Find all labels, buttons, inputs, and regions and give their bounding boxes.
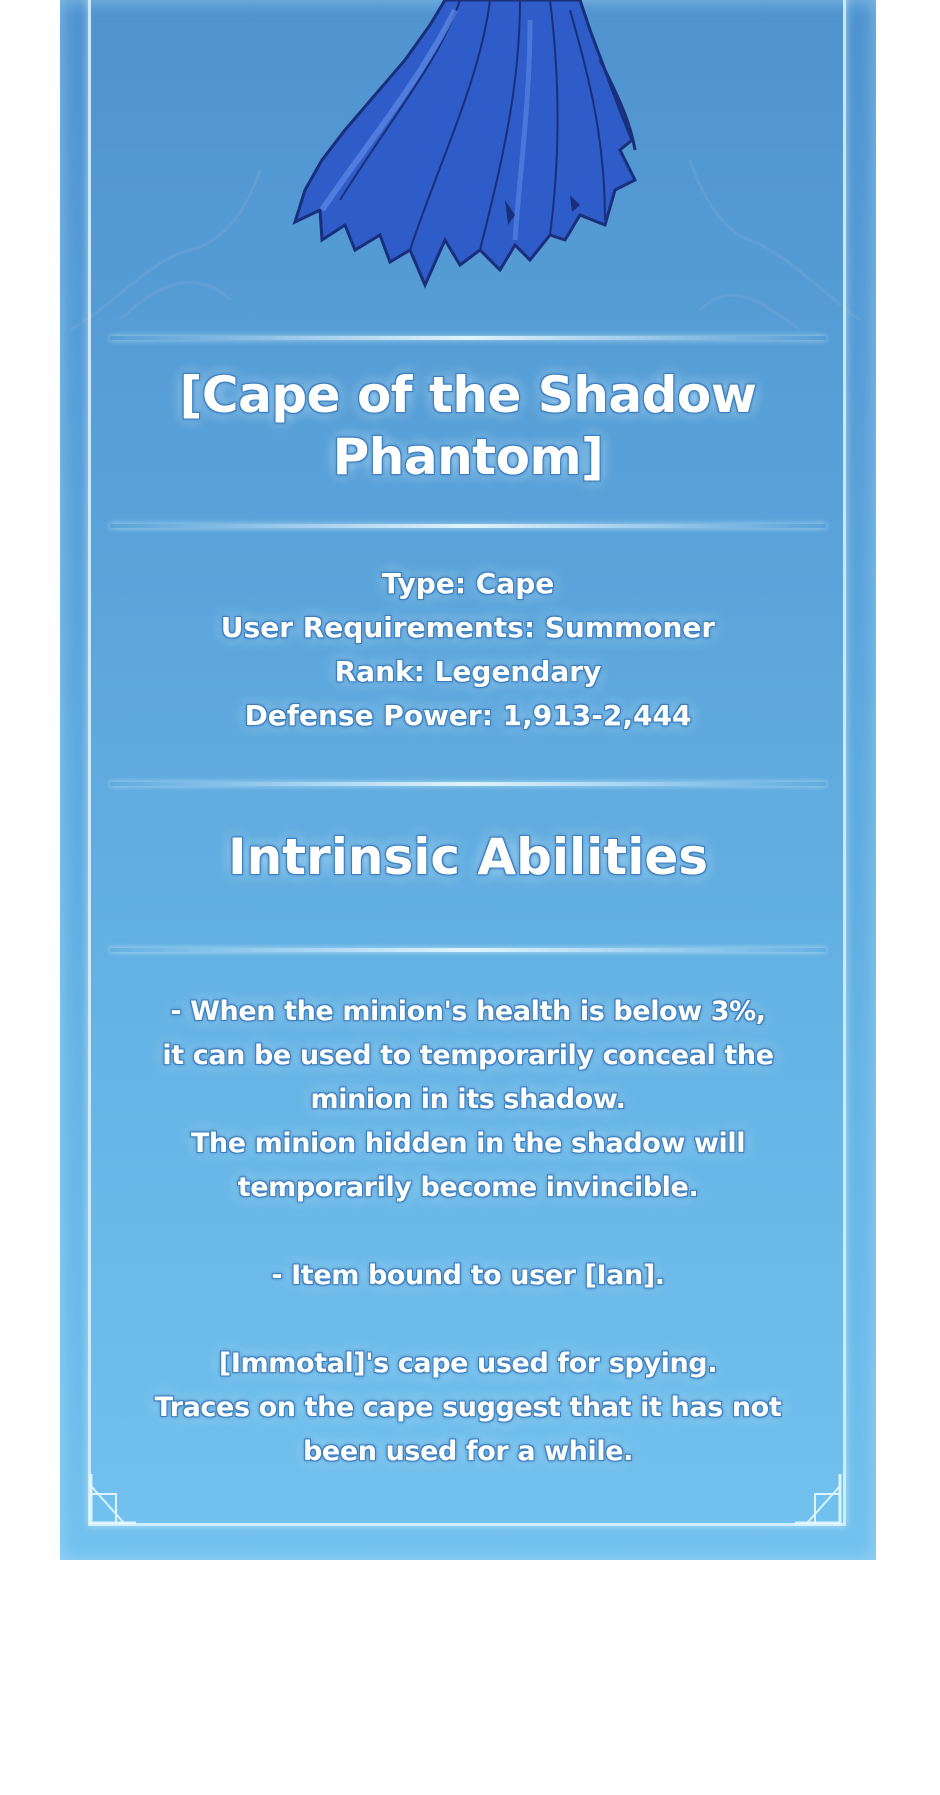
bound-line: - Item bound to user [Ian]. (271, 1260, 665, 1291)
divider (110, 336, 826, 340)
corner-ornament-icon (795, 1474, 843, 1526)
ability-line: it can be used to temporarily conceal the (162, 1040, 774, 1071)
lore-line: [Immotal]'s cape used for spying. (218, 1348, 718, 1379)
lore-line: Traces on the cape suggest that it has not (154, 1392, 782, 1423)
item-rank: Rank: Legendary (334, 655, 602, 688)
item-info-panel (60, 0, 876, 1560)
abilities-heading: Intrinsic Abilities (227, 828, 709, 886)
ability-line: - When the minion's health is below 3%, (170, 996, 766, 1027)
abilities-description (150, 990, 786, 1474)
divider (110, 948, 826, 952)
item-type: Type: Cape (381, 567, 555, 600)
lore-line: been used for a while. (303, 1436, 633, 1467)
item-title (120, 364, 816, 488)
item-title-line: [Cape of the Shadow (179, 366, 757, 424)
item-stats (120, 562, 816, 738)
corner-ornament-icon (88, 1474, 136, 1526)
item-defense: Defense Power: 1,913-2,444 (244, 699, 692, 732)
cape-illustration-icon (60, 0, 876, 330)
ability-line: temporarily become invincible. (237, 1172, 699, 1203)
divider (110, 524, 826, 528)
divider (110, 782, 826, 786)
ability-line: minion in its shadow. (310, 1084, 626, 1115)
item-requirements: User Requirements: Summoner (220, 611, 716, 644)
cape-body (295, 0, 635, 285)
ability-line: The minion hidden in the shadow will (190, 1128, 746, 1159)
item-title-line: Phantom] (332, 428, 604, 486)
